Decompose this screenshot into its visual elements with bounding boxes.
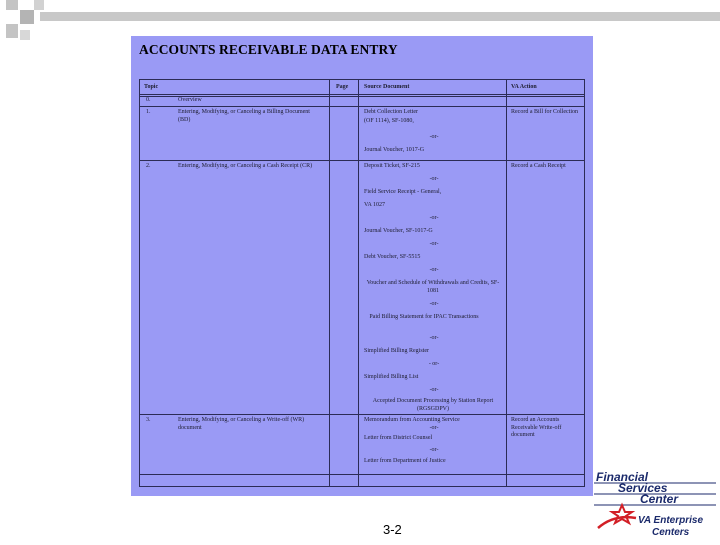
logo-text-centers: Centers [652,527,690,538]
source-line: Journal Voucher, 1017-G [364,147,425,153]
source-line: Debt Voucher, SF-5515 [364,254,421,260]
source-line: (OF 1114), SF-1080, [364,118,414,124]
source-line: -or- [429,215,439,221]
row-number: 1. [146,109,151,115]
source-line: -or- [429,301,439,307]
source-line: Debt Collection Letter [364,109,418,115]
row-number: 3. [146,417,151,423]
source-line: Paid Billing Statement for IPAC Transactions [369,314,479,320]
source-line: -or- [429,267,439,273]
source-line: Field Service Receipt - General, [364,189,442,195]
source-line: VA 1027 [364,202,386,208]
source-line: Deposit Ticket, SF-215 [364,163,420,169]
col-header-source: Source Document [364,84,410,90]
source-line: - or- [428,361,440,367]
source-line: Simplified Billing Register [364,348,429,354]
col-header-topic: Topic [144,84,159,90]
source-line: -or- [429,134,439,140]
logo-text-va-enterprise: VA Enterprise [638,515,704,526]
row-topic: Entering, Modifying, or Canceling a Cash Receipt (CR) [178,163,313,169]
source-line: -or- [429,425,439,431]
row-number: 2. [146,163,151,169]
source-line: Voucher and Schedule of Withdrawals and Credits, SF-1081 [366,280,500,294]
row-topic: Entering, Modifying, or Canceling a Write-off (WR) document [178,417,305,431]
row-action: Record a Bill for Collection [511,109,578,115]
star-icon [612,505,632,523]
source-line: Simplified Billing List [364,374,419,380]
corner-square [6,24,18,38]
col-header-action: VA Action [511,84,537,90]
row-action: Record a Cash Receipt [511,163,566,169]
source-line: Accepted Document Processing by Station Report (RGSGDPV) [372,398,494,412]
row-topic: Overview [178,97,202,103]
source-line: Memorandum from Accounting Service [364,417,460,423]
source-line: -or- [429,176,439,182]
financial-services-center-logo [594,468,720,540]
corner-square [20,10,34,24]
page-number: 3-2 [383,522,402,537]
source-line: -or- [429,335,439,341]
document-title: ACCOUNTS RECEIVABLE DATA ENTRY [139,42,398,57]
source-line: -or- [429,447,439,453]
source-line: -or- [429,241,439,247]
source-line: Letter from District Counsel [364,435,433,441]
corner-square [20,30,30,40]
logo-text-financial: Financial [596,470,649,484]
corner-square [34,0,44,10]
header-stripe [40,12,720,21]
source-line: Letter from Department of Justice [364,458,446,464]
logo-text-services: Services [618,481,668,495]
row-topic: Entering, Modifying, or Canceling a Billing Document (BD) [178,109,310,123]
source-line: Journal Voucher, SF-1017-G [364,228,433,234]
corner-square [6,0,18,10]
data-entry-table [139,79,585,487]
source-line: -or- [429,387,439,393]
row-number: 0. [146,97,151,103]
col-header-page: Page [336,84,349,90]
logo-graphic [594,468,720,540]
logo-text-center: Center [640,492,679,506]
row-action: Record an Accounts Receivable Write-off document [511,417,562,439]
document-page [131,36,593,496]
